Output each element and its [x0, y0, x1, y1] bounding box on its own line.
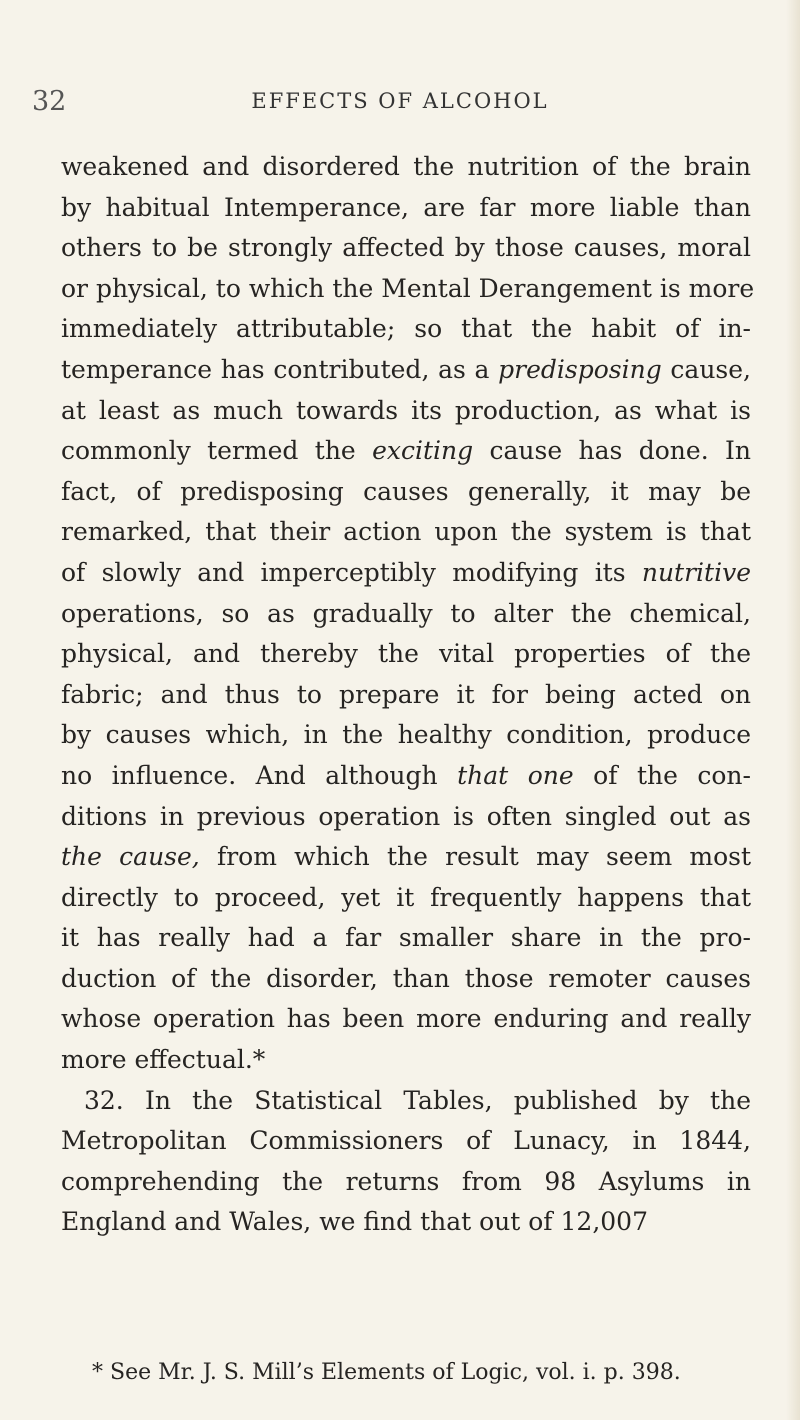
- text-line: operations, so as gradually to alter the chemical,: [61, 598, 751, 628]
- text-line: physical, and thereby the vital properties of the: [61, 639, 751, 669]
- text-line: commonly termed the exciting cause has done. In: [61, 436, 751, 466]
- text-line: the cause, from which the result may seem most: [61, 842, 752, 872]
- text-line: others to be strongly affected by those causes, moral: [61, 233, 751, 263]
- running-head: EFFECTS OF ALCOHOL: [251, 89, 549, 113]
- text-line: no influence. And although that one of the con-: [61, 760, 751, 790]
- text-line: remarked, that their action upon the system is that: [61, 517, 751, 547]
- text-line: fabric; and thus to prepare it for being acted on: [61, 679, 751, 709]
- text-line: whose operation has been more enduring and really: [61, 1004, 751, 1034]
- page-edge-shadow: [786, 0, 800, 1420]
- text-line: immediately attributable; so that the habit of in-: [61, 314, 751, 344]
- text-line: temperance has contributed, as a predisposing cause,: [61, 354, 751, 384]
- text-line: Metropolitan Commissioners of Lunacy, in 1844,: [61, 1126, 751, 1156]
- text-line: fact, of predisposing causes generally, it may be: [61, 476, 751, 506]
- page-number: 32: [32, 86, 67, 117]
- text-line: of slowly and imperceptibly modifying its nutritive: [61, 557, 751, 587]
- text-line: weakened and disordered the nutrition of the brain: [61, 152, 751, 181]
- text-line: directly to proceed, yet it frequently happens that: [61, 882, 751, 912]
- text-line: by habitual Intemperance, are far more liable than: [61, 192, 751, 222]
- text-line: ditions in previous operation is often singled out as: [61, 801, 751, 831]
- text-line: duction of the disorder, than those remoter causes: [61, 963, 751, 993]
- page-header: [0, 86, 800, 126]
- body-text: [61, 147, 755, 1243]
- text-line: 32. In the Statistical Tables, published by the: [84, 1085, 751, 1115]
- text-line: or physical, to which the Mental Derangement is more: [61, 273, 755, 303]
- footnote: * See Mr. J. S. Mill’s Elements of Logic, vol. i. p. 398.: [92, 1360, 681, 1385]
- text-line: at least as much towards its production, as what is: [61, 395, 751, 425]
- text-line: comprehending the returns from 98 Asylums in: [61, 1166, 751, 1196]
- text-line: England and Wales, we find that out of 12,007: [61, 1207, 648, 1237]
- text-line: more effectual.*: [61, 1045, 266, 1075]
- text-line: it has really had a far smaller share in the pro-: [61, 923, 751, 953]
- text-line: by causes which, in the healthy condition, produce: [61, 720, 751, 750]
